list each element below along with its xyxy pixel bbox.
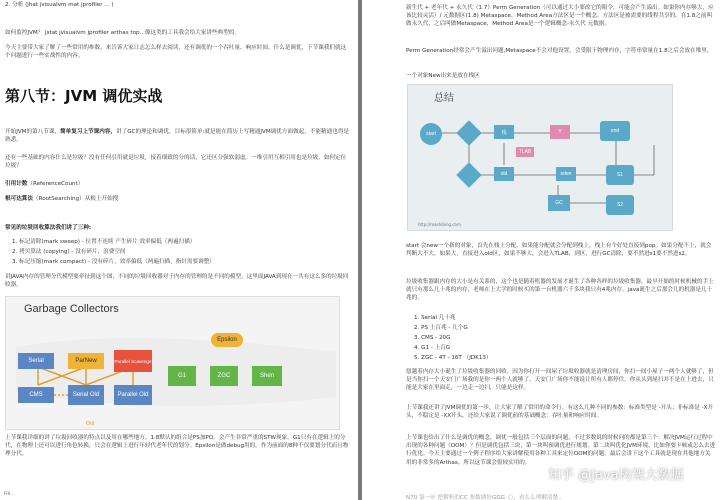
algorithm-item: 2. 拷贝算法 (copying) - 没有碎片，浪费空间 [12, 249, 126, 255]
root-search-line [5, 195, 118, 203]
gc-shenandoah: Shen [252, 366, 282, 386]
root-search-value: （RootSearching）从根上开始搜 [32, 196, 119, 202]
flow-end-node: end [600, 121, 630, 141]
right-page [362, 0, 720, 500]
ref-count-value: （ReferenceCount） [27, 181, 84, 187]
perm-gen-paragraph: Perm Generation经常会产生溢出问题,Metaspace不会对他设置，会受限于物理内存，字符串常量在1.8之后会放在堆里。 [406, 48, 713, 54]
gc-g1: G1 [168, 366, 196, 386]
recap-start: 开始JVM的第八节课， [5, 129, 61, 135]
zhihu-watermark: 知乎 @Java构架大数据 [548, 468, 684, 483]
new-object-line: 一个对象New出来是放在栈区 [406, 73, 480, 79]
recap-paragraph [5, 128, 350, 144]
summary-flow-connections [408, 85, 674, 232]
algorithm-item: 3. 标记压缩(mark compact) - 没有碎片，效率偏低（两遍扫描，指针需要调整） [12, 259, 215, 265]
gc-serial: Serial [18, 353, 54, 369]
allocation-paragraph: start 会new一个新的对象，首先在栈上分配，如果能分配就会分配到栈上，栈上有个好处直接到pop。如果分配不上，就会判断大不大，如果大，直接进入old区，如果不够大，会进入TLAB，到区，进行GC清除，要不然进s1要不然进s2。 [406, 243, 712, 258]
flow-stack-node: 栈 [494, 125, 514, 139]
gc-cms: CMS [18, 387, 54, 403]
memory-list-item: 3. CMS - 20G [414, 335, 451, 341]
parameters-paragraph: 上节课我还讲了JVM调优的第一步，让大家了解了常用的命令行。有这么几种不同的参数：标准类型是 -开头；非标准是 -X开头，不稳定是 -XX开头。还给大家说了调优前的基础概念：吞吐量和响应时间。 [406, 405, 714, 420]
summary-flow-diagram [407, 84, 673, 231]
algorithms-title: 常见的垃圾回收算法我们讲了三种: [5, 225, 92, 231]
tuning-concept-paragraph: 上节课也给出了什么是调优的概念，调优一般包括三个层面的问题，不过多数说的时候问的都是第三个：解决JVM运行过程中出现的各种问题（OOM）？但是调优包括三块，第一块叫预调优进行规划。第二块叫优化JVM环境，比如你要卡顿或怎么去进行优化。今天主要通过一个例子程序给大家讲解使用各种工具来定位OOM的问题，最后会讲下这个工具就是现在其他地方关用的非常多的Arthas，所以这节课会很较实用的。 [406, 435, 716, 466]
memory-list-item: 5. ZGC - 4T - 16T （JDK13） [414, 355, 492, 361]
gc-old-label: Old [86, 421, 95, 427]
memory-list-item: 1. Serial 几十兆 [414, 315, 456, 321]
flow-pop-node: Y [550, 125, 570, 139]
memory-list-item: 2. PS 上百兆 - 几个G [414, 325, 468, 331]
gc-zgc: ZGC [210, 366, 238, 386]
flow-s1-node: S1 [606, 165, 634, 185]
summary-title: 总结 [434, 93, 454, 104]
gc-epsilon: Epsilon [211, 333, 243, 347]
gc-serial-old: Serial Old [68, 385, 104, 405]
gc-parallel-scavenge: Parallel Scavenge [114, 350, 152, 372]
flow-tlab-node: TLAB [516, 147, 534, 157]
bottom-line: N70 第一步 把解析的CC 参数调好GGG（），看么么理解清楚.. [406, 495, 562, 500]
gc-parallel-old: Parallel Old [114, 385, 152, 405]
memory-list-item: 4. G1 - 上百G [414, 345, 451, 351]
page-footer-mark: Fill... [4, 492, 15, 497]
gc-diagram-title: Garbage Collectors [24, 303, 119, 315]
flow-gc-node: GC [548, 195, 570, 211]
ref-count-line [5, 180, 83, 188]
generations-paragraph: 新生代 + 老年代 + 永久代（1.7）Perm Generation（可以通过大小要改它的限令，可能会产生溢出。如果你内存够大，应该比较灵活）/ 元数据区(1.8) Metaspace，Method Area方法区是一个概念。方法区是被需要的线程共享的。在1.8之前叫做永久代，之后叫做Metaspace，Method Area是一个逻辑概念-永久代 元数据。 [406, 5, 714, 28]
left-page [0, 0, 358, 500]
cleaning-analogy-paragraph: 愿越着内存大小诞生了垃圾收集器的回收。因为你打开一间屋子垃圾收器就是清理房间，你扫一间小屋子一两个人就够了，但是当你扫一个天安门广场我的是你一两个人就够了，天安门广场你不能说让所有人都停住，你从头到尾扫并不是在上进去，只能是大家在里面走，一边走一边扫，只能是这样。 [406, 369, 714, 392]
intro-paragraph: 今天主要带大家了解了一些常用的参数，来告诉大家日志怎么样去阅读，还有调优的一个吞吐量、响应时间。什么是调优，下节课我们就这个问题进行一些实战性的内容。 [5, 45, 347, 60]
root-search-label: 根可达算法 [5, 196, 33, 202]
garbage-paragraph: 还有一些基础的内容什么是垃圾？没有任何引用就是垃圾，接着细致的分的话，它还区分强软弱虚。一堆引用互相引用也是垃圾。如何定位垃圾？ [5, 155, 347, 170]
algorithm-item: 1. 标记清除(mark sweep) - 位置不连续 产生碎片 效率偏低（两遍扫描） [12, 239, 196, 245]
recap-highlight: 简单复习上节课内容， [60, 129, 117, 135]
collectors-paragraph: 上节课我详细的讲了垃圾回收器的特点以及用在哪些地方。1.8默认的组合是PS加PO。会产生非常严重的STW现象。G1只有在逻辑上的分代，在物理上还可以进行角色转换，只会在逻辑上进行年轻代老年代的划分。Epsilon是做debug用的。作为前面的8种不仅要划分代而且物理分代。 [5, 435, 349, 458]
ref-count-label: 引用计数 [5, 181, 28, 187]
recap-rest: 讲了GC的理论和调优，目标很简单:就是能在简历上写精通JVM调优方面做起，不能精通也得是熟悉。 [5, 129, 350, 144]
gc-diagram-connections [6, 297, 341, 431]
flow-old-node: old [494, 167, 514, 181]
flow-start-node: start [420, 123, 442, 145]
section-title: 第八节：JVM 调优实战 [5, 87, 163, 105]
garbage-collectors-diagram [5, 296, 340, 430]
memory-model-paragraph: 讲JAVA内存的管理分代模型要牵扯到这个图，不同的垃圾回收器对于内存的管理的是不同的模型，这里面JAVA到现在一共有这么多的垃圾回收器。 [5, 274, 349, 289]
flow-eden-node: eden [556, 167, 576, 181]
gc-parnew: ParNew [68, 353, 104, 369]
top-line: 2. 分析 (jhat jvisualvm mat jprofiler ... ) [5, 2, 114, 8]
diagram-footer: http://mashibing.com [418, 222, 461, 227]
monitor-question: 如何监控JVM？ jstat jvisualvm jprofiler arthas top...像这类的工具我会给大家讲些典型的。 [5, 30, 240, 36]
collector-history-paragraph: 垃圾收集器跟内存的大小是有关系的，这个也是随着机器的发展才诞生了各种各样的垃圾收集器，最早开始的时候机械的手上就只有那么几十兆的内存，老师在上大学的时候买的第一台机器六千多块我只有4兆内存。java诞生之后那会儿的机器是几十兆的。 [406, 279, 714, 302]
flow-s2-node: S2 [606, 195, 634, 215]
